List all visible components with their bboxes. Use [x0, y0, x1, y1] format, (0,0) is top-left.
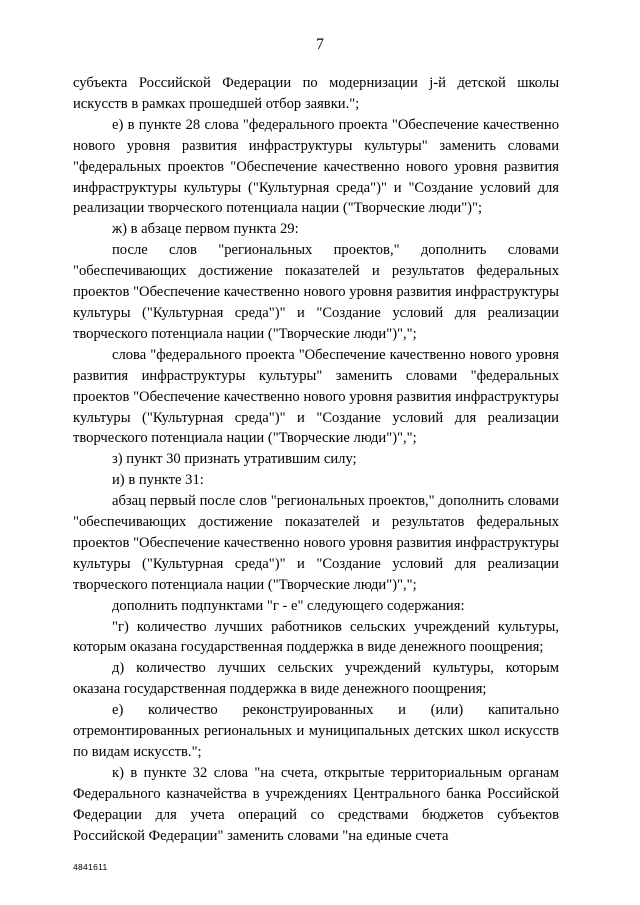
paragraph-item-z: з) пункт 30 признать утратившим силу;: [112, 451, 357, 468]
document-code: 4841611: [73, 862, 108, 872]
subparagraph-d: д) количество лучших сельских учреждений культуры, которым оказана государственная поддержка в виде денежного поощрения;: [73, 660, 559, 698]
paragraph-item-i-part1: абзац первый после слов "региональных проектов," дополнить словами "обеспечивающих достижение показателей и результатов федеральных проектов "Обеспечение качественно нового уровня развития инфраструктуры культуры ("Культурная среда")" и "Создание условий для реализации творческого потенциала нации ("Творческие люди")",";: [73, 493, 559, 593]
paragraph-item-i-part2: дополнить подпунктами "г - е" следующего содержания:: [112, 597, 465, 614]
paragraph-item-e: е) в пункте 28 слова "федерального проекта "Обеспечение качественно нового уровня развития инфраструктуры культуры" заменить словами "федеральных проектов "Обеспечение качественно нового уровня развития инфраструктуры культуры ("Культурная среда")" и "Создание условий для реализации творческого потенциала нации ("Творческие люди")";: [73, 116, 559, 217]
paragraph-continuation: субъекта Российской Федерации по модернизации j-й детской школы искусств в рамках прошедшей отбор заявки.";: [73, 75, 559, 112]
page-number: 7: [316, 36, 324, 53]
subparagraph-g: "г) количество лучших работников сельских учреждений культуры, которым оказана государственная поддержка в виде денежного поощрения;: [73, 618, 559, 656]
paragraph-item-k: к) в пункте 32 слова "на счета, открытые территориальным органам Федерального казначейства в учреждениях Центрального банка Российской Федерации для учета операций со средствами бюджетов субъектов Российской Федерации" заменить словами "на единые счета: [73, 764, 559, 844]
paragraph-item-zh-part2: слова "федерального проекта "Обеспечение качественно нового уровня развития инфраструктуры культуры" заменить словами "федеральных проектов "Обеспечение качественно нового уровня развития инфраструктуры культуры ("Культурная среда")" и "Создание условий для реализации творческого потенциала нации ("Творческие люди")",";: [73, 346, 559, 447]
paragraph-item-i: и) в пункте 31:: [112, 472, 204, 489]
subparagraph-e: е) количество реконструированных и (или) капитально отремонтированных региональных и муниципальных детских школ искусств по видам искусств.";: [73, 702, 559, 760]
paragraph-item-zh: ж) в абзаце первом пункта 29:: [112, 221, 299, 238]
paragraph-item-zh-part1: после слов "региональных проектов," дополнить словами "обеспечивающих достижение показателей и результатов федеральных проектов "Обеспечение качественно нового уровня развития инфраструктуры культуры ("Культурная среда")" и "Создание условий для реализации творческого потенциала нации ("Творческие люди")",";: [73, 242, 559, 342]
document-body: [73, 73, 559, 847]
